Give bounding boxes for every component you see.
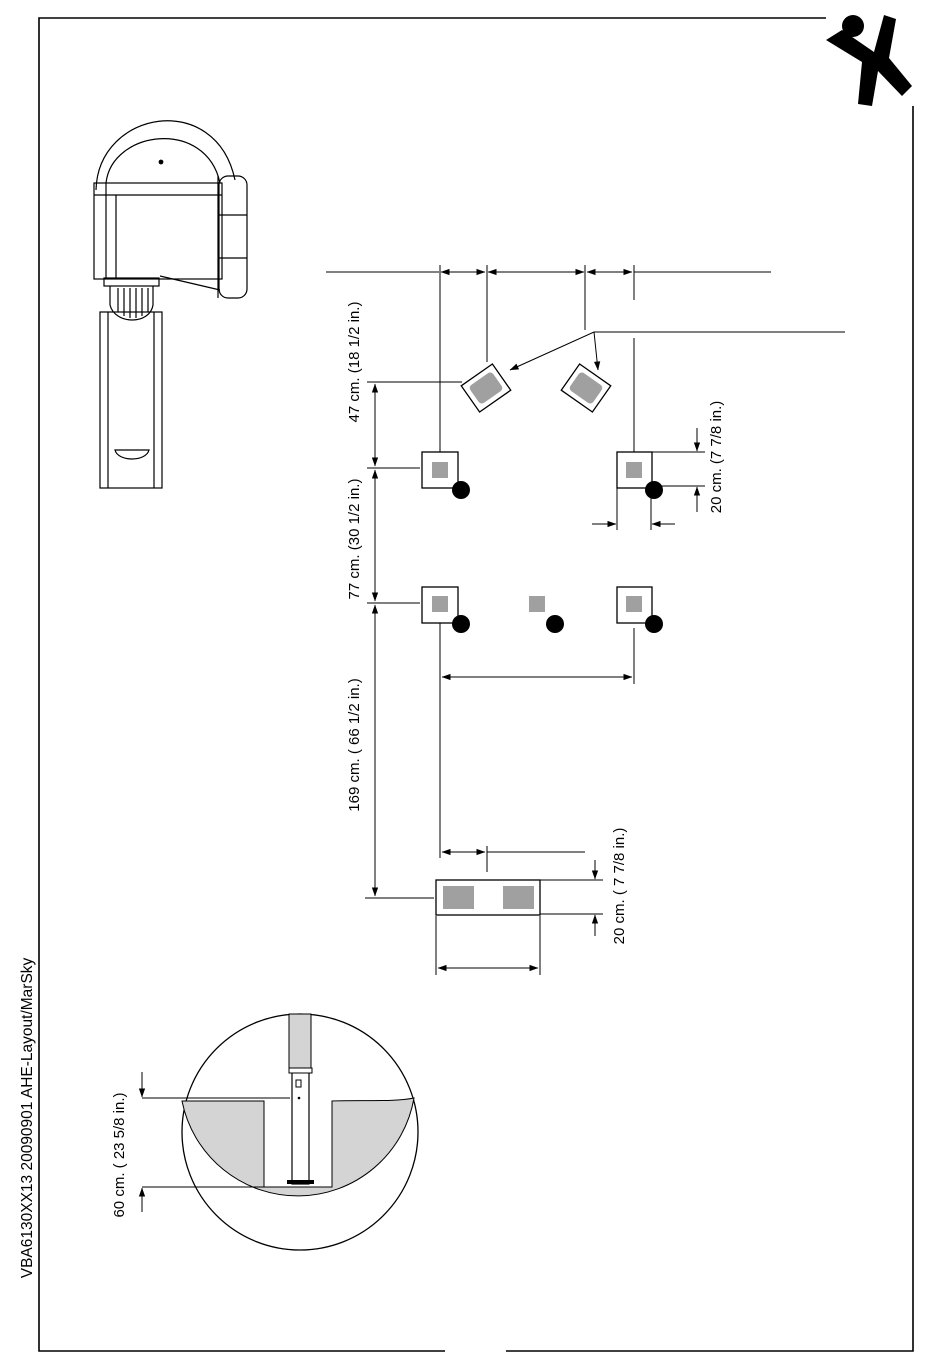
equipment-top-view bbox=[94, 121, 247, 488]
dim-47cm-label: 47 cm. (18 1/2 in.) bbox=[346, 301, 363, 423]
page-border bbox=[39, 18, 913, 1351]
anchor-plate bbox=[561, 364, 610, 412]
anchor-plate bbox=[461, 364, 510, 412]
footing bbox=[422, 587, 470, 633]
dim-169cm-label: 169 cm. ( 66 1/2 in.) bbox=[346, 678, 363, 812]
dim-20cm-bottom-label: 20 cm. ( 7 7/8 in.) bbox=[611, 827, 628, 945]
kompan-figure-icon bbox=[826, 15, 912, 106]
dim-77cm-label: 77 cm. (30 1/2 in.) bbox=[346, 478, 363, 600]
footing bbox=[617, 452, 663, 499]
footing bbox=[529, 596, 564, 633]
dim-60cm-label: 60 cm. ( 23 5/8 in.) bbox=[111, 1092, 128, 1218]
slide-footing bbox=[436, 880, 540, 915]
dim-20cm-top-label: 20 cm. (7 7/8 in.) bbox=[708, 400, 725, 514]
footing bbox=[422, 452, 470, 499]
foundation-detail bbox=[142, 1014, 418, 1250]
document-code: VBA6130XX13 20090901 AHE-Layout/MarSky bbox=[19, 957, 36, 1279]
footing bbox=[617, 587, 663, 633]
